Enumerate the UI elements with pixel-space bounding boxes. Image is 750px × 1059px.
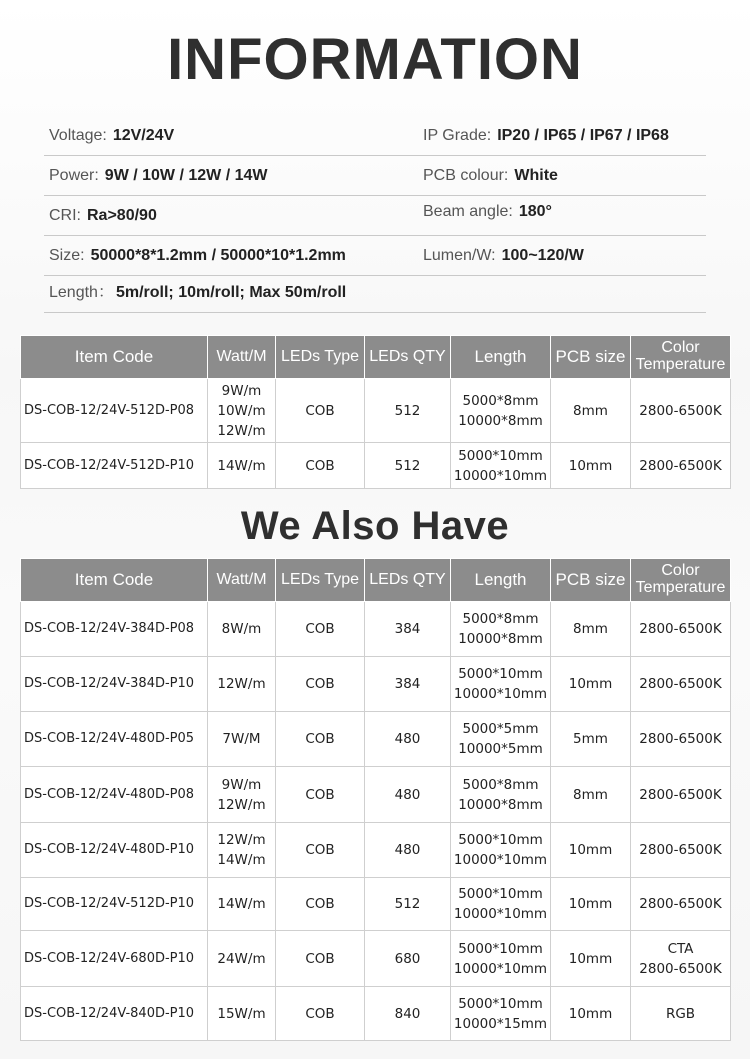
length-value: 10000*8mm — [458, 796, 543, 813]
watt-value: 12W/m — [217, 832, 266, 848]
length-value: 5000*10mm — [458, 940, 543, 957]
spec-item — [423, 157, 558, 195]
watt-value: 12W/m — [217, 796, 266, 813]
length-value: 5000*5mm — [462, 721, 539, 737]
col-leds-type: LEDs Type — [276, 336, 365, 379]
spec-row — [44, 274, 706, 313]
leds-qty-cell: 512 — [365, 443, 451, 489]
watt-value: 14W/m — [217, 457, 266, 474]
pcb-size-cell: 5mm — [551, 712, 631, 767]
table-row — [21, 878, 731, 931]
length-value: 5000*8mm — [462, 776, 539, 793]
table-row — [21, 712, 731, 767]
spec-item — [49, 197, 157, 235]
item-code-cell: DS-COB-12/24V-680D-P10 — [21, 931, 208, 987]
spec-value: 9W / 10W / 12W / 14W — [104, 167, 268, 184]
col-color-temperature — [631, 336, 731, 379]
length-value: 10000*8mm — [458, 412, 543, 429]
item-code-cell: DS-COB-12/24V-512D-P08 — [21, 379, 208, 443]
color-value: 2800-6500K — [639, 457, 722, 474]
pcb-size-cell: 8mm — [551, 767, 631, 823]
length-value: 10000*10mm — [453, 686, 548, 702]
spec-label: Lumen/W: — [423, 247, 496, 264]
pcb-size-cell: 10mm — [551, 443, 631, 489]
leds-type-cell: COB — [276, 878, 365, 931]
length-cell — [451, 443, 551, 489]
length-value: 10000*10mm — [453, 906, 548, 922]
spec-item — [423, 193, 552, 231]
pcb-size-cell: 8mm — [551, 602, 631, 657]
spec-item — [49, 237, 346, 275]
length-value: 10000*15mm — [453, 1015, 548, 1032]
col-pcb-size: PCB size — [551, 336, 631, 379]
color-value: 2800-6500K — [639, 786, 722, 803]
spec-value: 12V/24V — [112, 127, 175, 144]
col-watt: Watt/M — [208, 559, 276, 602]
item-code-cell: DS-COB-12/24V-384D-P08 — [21, 602, 208, 657]
col-leds-type: LEDs Type — [276, 559, 365, 602]
spec-value: 5m/roll; 10m/roll; Max 50m/roll — [115, 284, 347, 301]
length-cell — [451, 602, 551, 657]
length-value: 5000*10mm — [458, 666, 543, 682]
length-cell — [451, 987, 551, 1041]
color-value: 2800-6500K — [639, 402, 722, 419]
length-value: 10000*5mm — [458, 741, 543, 757]
col-color-line1: Color — [661, 339, 700, 357]
length-value: 5000*10mm — [458, 447, 543, 464]
leds-type-cell: COB — [276, 987, 365, 1041]
spec-item — [423, 117, 669, 155]
watt-cell — [208, 657, 276, 712]
spec-label: CRI: — [49, 207, 81, 224]
watt-cell — [208, 878, 276, 931]
length-value: 10000*10mm — [453, 960, 548, 977]
spec-value: IP20 / IP65 / IP67 / IP68 — [497, 127, 669, 144]
item-code-cell: DS-COB-12/24V-480D-P05 — [21, 712, 208, 767]
leds-type-cell: COB — [276, 443, 365, 489]
item-code-cell: DS-COB-12/24V-384D-P10 — [21, 657, 208, 712]
color-temperature-cell — [631, 712, 731, 767]
spec-value: Ra>80/90 — [87, 207, 157, 224]
leds-type-cell: COB — [276, 931, 365, 987]
spec-item — [49, 117, 174, 155]
watt-value: 9W/m — [221, 382, 262, 399]
color-temperature-cell — [631, 987, 731, 1041]
spec-value: 180° — [518, 203, 552, 220]
leds-qty-cell: 480 — [365, 767, 451, 823]
length-value: 5000*10mm — [458, 886, 543, 902]
spec-row — [44, 157, 706, 196]
item-code-cell: DS-COB-12/24V-480D-P08 — [21, 767, 208, 823]
col-color-line2: Temperature — [635, 579, 726, 596]
section-subtitle: We Also Have — [240, 504, 510, 548]
leds-type-cell: COB — [276, 823, 365, 878]
table-header-row — [21, 336, 731, 379]
leds-type-cell: COB — [276, 379, 365, 443]
color-value: 2800-6500K — [639, 960, 722, 977]
leds-type-cell: COB — [276, 657, 365, 712]
col-pcb-size: PCB size — [551, 559, 631, 602]
length-value: 5000*10mm — [458, 995, 543, 1012]
color-temperature-cell — [631, 657, 731, 712]
watt-cell — [208, 823, 276, 878]
spec-label: IP Grade: — [423, 127, 492, 144]
length-cell — [451, 878, 551, 931]
watt-value: 24W/m — [217, 950, 266, 967]
table-row — [21, 931, 731, 987]
color-temperature-cell — [631, 602, 731, 657]
leds-qty-cell: 480 — [365, 823, 451, 878]
watt-value: 8W/m — [221, 621, 262, 637]
pcb-size-cell: 10mm — [551, 657, 631, 712]
col-color-line1: Color — [661, 562, 700, 580]
col-color-temperature — [631, 559, 731, 602]
leds-qty-cell: 480 — [365, 712, 451, 767]
pcb-size-cell: 10mm — [551, 823, 631, 878]
watt-cell — [208, 602, 276, 657]
spec-row — [44, 197, 706, 236]
spec-item — [49, 157, 268, 195]
page-title: INFORMATION — [167, 27, 583, 92]
watt-cell — [208, 443, 276, 489]
col-watt: Watt/M — [208, 336, 276, 379]
spec-label: Length： — [49, 284, 114, 301]
watt-cell — [208, 767, 276, 823]
length-value: 5000*8mm — [462, 611, 539, 627]
watt-value: 9W/m — [221, 776, 262, 793]
spec-label: Voltage: — [49, 127, 107, 144]
leds-qty-cell: 840 — [365, 987, 451, 1041]
watt-value: 10W/m — [217, 402, 266, 419]
color-temperature-cell — [631, 379, 731, 443]
col-leds-qty: LEDs QTY — [365, 336, 451, 379]
leds-type-cell: COB — [276, 712, 365, 767]
spec-row — [44, 117, 706, 156]
length-cell — [451, 767, 551, 823]
watt-value: 14W/m — [217, 896, 266, 912]
item-code-cell: DS-COB-12/24V-512D-P10 — [21, 878, 208, 931]
color-value: 2800-6500K — [639, 676, 722, 692]
col-item-code: Item Code — [21, 336, 208, 379]
color-value: 2800-6500K — [639, 731, 722, 747]
spec-label: Beam angle: — [423, 203, 513, 220]
color-temperature-cell — [631, 767, 731, 823]
table-row — [21, 767, 731, 823]
item-code-cell: DS-COB-12/24V-480D-P10 — [21, 823, 208, 878]
table-row — [21, 379, 731, 443]
color-value: 2800-6500K — [639, 896, 722, 912]
length-value: 10000*10mm — [453, 467, 548, 484]
pcb-size-cell: 10mm — [551, 987, 631, 1041]
pcb-size-cell: 10mm — [551, 931, 631, 987]
product-table — [20, 335, 731, 489]
col-length: Length — [451, 336, 551, 379]
pcb-size-cell: 8mm — [551, 379, 631, 443]
watt-cell — [208, 379, 276, 443]
table-row — [21, 657, 731, 712]
leds-type-cell: COB — [276, 602, 365, 657]
table-row — [21, 823, 731, 878]
table-header-row — [21, 559, 731, 602]
watt-cell — [208, 931, 276, 987]
table-row — [21, 987, 731, 1041]
length-cell — [451, 712, 551, 767]
watt-cell — [208, 987, 276, 1041]
col-leds-qty: LEDs QTY — [365, 559, 451, 602]
table-row — [21, 602, 731, 657]
leds-qty-cell: 384 — [365, 602, 451, 657]
length-cell — [451, 379, 551, 443]
pcb-size-cell: 10mm — [551, 878, 631, 931]
color-value: 2800-6500K — [639, 621, 722, 637]
col-length: Length — [451, 559, 551, 602]
item-code-cell: DS-COB-12/24V-512D-P10 — [21, 443, 208, 489]
spec-item — [423, 237, 584, 275]
watt-value: 14W/m — [217, 852, 266, 868]
length-value: 10000*10mm — [453, 852, 548, 868]
color-temperature-cell — [631, 931, 731, 987]
leds-qty-cell: 512 — [365, 379, 451, 443]
length-cell — [451, 657, 551, 712]
leds-type-cell: COB — [276, 767, 365, 823]
spec-label: Power: — [49, 167, 99, 184]
leds-qty-cell: 384 — [365, 657, 451, 712]
spec-label: Size: — [49, 247, 85, 264]
length-cell — [451, 931, 551, 987]
spec-item — [49, 274, 346, 312]
leds-qty-cell: 680 — [365, 931, 451, 987]
spec-value: White — [514, 167, 558, 184]
spec-value: 100~120/W — [501, 247, 584, 264]
watt-value: 12W/m — [217, 422, 266, 439]
length-value: 5000*10mm — [458, 832, 543, 848]
color-value: 2800-6500K — [639, 842, 722, 858]
color-temperature-cell — [631, 823, 731, 878]
col-color-line2: Temperature — [635, 356, 726, 373]
leds-qty-cell: 512 — [365, 878, 451, 931]
color-temperature-cell — [631, 443, 731, 489]
watt-value: 7W/M — [222, 731, 261, 747]
length-value: 10000*8mm — [458, 631, 543, 647]
color-value: CTA — [667, 940, 694, 957]
spec-label: PCB colour: — [423, 167, 509, 184]
watt-value: 12W/m — [217, 676, 266, 692]
color-value: RGB — [665, 1005, 696, 1022]
product-table — [20, 558, 731, 1041]
spec-row — [44, 237, 706, 276]
spec-value: 50000*8*1.2mm / 50000*10*1.2mm — [90, 247, 346, 264]
length-value: 5000*8mm — [462, 392, 539, 409]
item-code-cell: DS-COB-12/24V-840D-P10 — [21, 987, 208, 1041]
length-cell — [451, 823, 551, 878]
col-item-code: Item Code — [21, 559, 208, 602]
watt-cell — [208, 712, 276, 767]
watt-value: 15W/m — [217, 1005, 266, 1022]
table-row — [21, 443, 731, 489]
color-temperature-cell — [631, 878, 731, 931]
